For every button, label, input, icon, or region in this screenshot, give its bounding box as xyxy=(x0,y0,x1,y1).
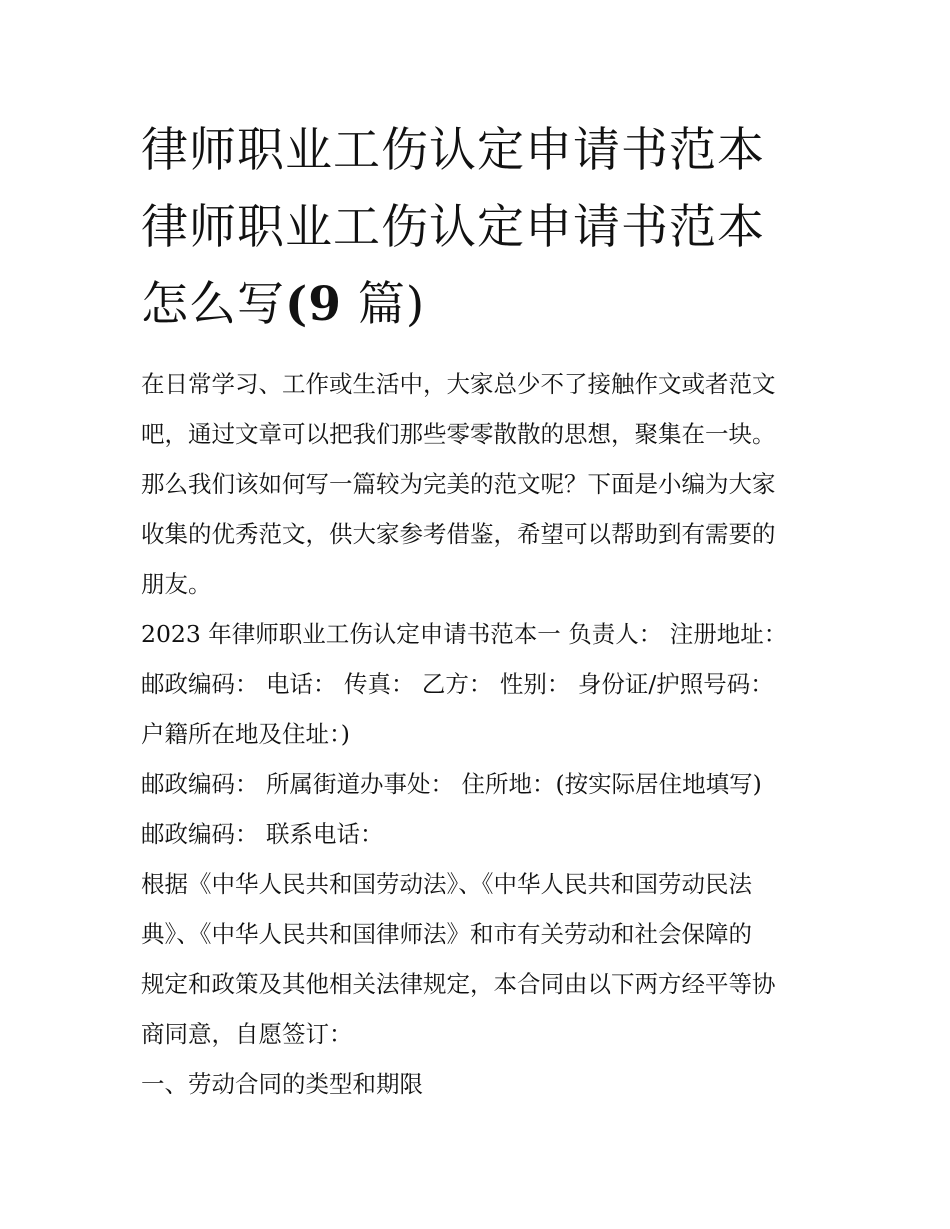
legal-basis-paragraph xyxy=(141,859,821,1059)
party-info-line: 2023 年律师职业工伤认定申请书范本一 负责人： 注册地址： xyxy=(141,620,788,648)
contact-paragraph xyxy=(141,809,821,859)
legal-basis-line: 根据《中华人民共和国劳动法》、《中华人民共和国劳动民法 xyxy=(141,870,752,898)
document-page xyxy=(141,112,821,1109)
residence-line: 邮政编码： 所属街道办事处： 住所地：(按实际居住地填写) xyxy=(141,770,762,798)
title-count: (9 xyxy=(285,277,342,332)
section-heading xyxy=(141,1059,821,1109)
party-info-line: 户籍所在地及住址：) xyxy=(141,720,350,748)
title-line-1: 律师职业工伤认定申请书范本 xyxy=(141,123,765,178)
residence-paragraph xyxy=(141,759,821,809)
section-heading-line: 一、劳动合同的类型和期限 xyxy=(141,1070,423,1098)
legal-basis-line: 商同意，自愿签订： xyxy=(141,1020,353,1048)
contact-line: 邮政编码： 联系电话： xyxy=(141,820,384,848)
intro-line: 那么我们该如何写一篇较为完美的范文呢？下面是小编为大家 xyxy=(141,470,776,498)
legal-basis-line: 规定和政策及其他相关法律规定，本合同由以下两方经平等协 xyxy=(141,970,776,998)
intro-paragraph xyxy=(141,359,821,609)
document-title xyxy=(141,112,821,343)
title-line-3 xyxy=(141,266,821,343)
title-line-3-text: 怎么写 xyxy=(141,277,285,332)
party-info-paragraph xyxy=(141,609,821,759)
intro-line: 收集的优秀范文，供大家参考借鉴，希望可以帮助到有需要的 xyxy=(141,520,776,548)
title-line-3-tail: 篇) xyxy=(357,277,426,332)
party-info-line: 邮政编码： 电话： 传真： 乙方： 性别： 身份证/护照号码： xyxy=(141,670,774,698)
intro-line: 吧，通过文章可以把我们那些零零散散的思想，聚集在一块。 xyxy=(141,420,776,448)
intro-line: 在日常学习、工作或生活中，大家总少不了接触作文或者范文 xyxy=(141,370,776,398)
legal-basis-line: 典》、《中华人民共和国律师法》和市有关劳动和社会保障的 xyxy=(141,920,752,948)
intro-line: 朋友。 xyxy=(141,570,212,598)
title-line-2: 律师职业工伤认定申请书范本 xyxy=(141,200,765,255)
